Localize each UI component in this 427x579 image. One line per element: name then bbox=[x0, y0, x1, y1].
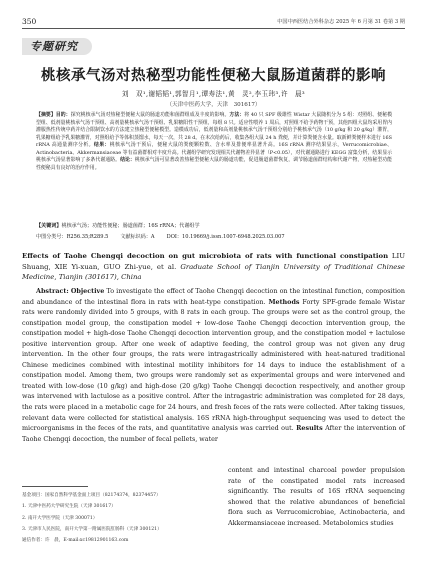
results-cn-label: 结果： bbox=[93, 142, 110, 149]
conclusion-cn-label: 结论： bbox=[120, 157, 135, 164]
abstract-cn bbox=[36, 112, 392, 172]
footnote-funding: 基金项目：国家自然科学基金面上项目（82174374，82374457） bbox=[22, 493, 161, 498]
column-tag: 专题研究 bbox=[22, 38, 92, 55]
clc-number: 中图分类号：R256.35;R289.5 bbox=[36, 234, 109, 240]
footnote-affiliation-3: 3. 天津市人民医院，南开大学第一附属医院肛肠科（天津 300121） bbox=[22, 526, 162, 532]
objective-cn-label: 目的： bbox=[55, 112, 71, 118]
footnote-corresponding: 通信作者：许 晨，E-mail:xc19812901163.com bbox=[22, 538, 129, 544]
abstract-en bbox=[22, 286, 405, 444]
footnotes bbox=[22, 490, 218, 546]
conclusion-cn-text: 桃核承气汤可显著改善热秘型便秘大鼠的肠道功能，促进肠道菌群恢复，调节肠道菌群结构和代谢产物，对热秘型功能性便秘具有良好的治疗作用。 bbox=[36, 157, 392, 171]
methods-en-label: Methods bbox=[268, 297, 300, 306]
keywords-cn-text: 桃核承气汤；功能性便秘；肠道菌群；16S rRNA；代谢组学 bbox=[61, 223, 200, 229]
objective-en-label: Objective bbox=[70, 287, 105, 295]
objective-en-text: To investigate the effect of Taohe Chengqi decoction on the intestinal function, composition and abundance of the intestinal flora in rats with heat-type constipation. bbox=[22, 287, 405, 306]
english-title-block bbox=[22, 251, 405, 283]
journal-running-head: 中国中西医结合外科杂志 2025 年 6 月第 31 卷第 3 期 bbox=[277, 19, 405, 25]
keywords-cn-label: 【关键词】 bbox=[36, 223, 62, 229]
methods-cn-text: 将 40 只 SPF 级雄性 Wistar 大鼠随机分为 5 组：对照组、便秘模型组、低剂量桃核承气汤干预组、高剂量桃核承气汤干预组、乳果糖阳性干预组，每组 8 只。适应性喂养 1 周后，对照组不给予药物干预，其他四组大鼠均采用胃内灌服热性传统中药并结合限制饮水的方法建立热秘型便秘模型。造模成功后，低剂量和高剂量桃核承气汤干预组分别给予桃核承气汤（10 g/kg 和 20 g/kg）灌胃，乳果糖组给予乳果糖灌胃，对照组给予等体积蒸馏水，每天一次，共 28 d。在末次给药后，收集各组大鼠 24 h 粪便，并计算粪便含水量。取新鲜粪便样本进行 16S rRNA 高通量测序分析。 bbox=[36, 112, 392, 149]
affiliation-cn: （天津中医药大学，天津 301617） bbox=[166, 102, 261, 108]
page-number: 350 bbox=[22, 17, 37, 26]
objective-cn-text: 探究桃核承气汤对热秘型便秘大鼠的肠道功能和菌群组成及丰度的影响。 bbox=[70, 112, 230, 118]
results-en-text-start: After the intervention of Taohe Chengqi decoction, the number of fecal pellets, water bbox=[22, 424, 405, 443]
article-title-en: Effects of Taohe Chengqi decoction on gut microbiota of rats with functional constipation bbox=[22, 252, 389, 260]
affiliation-en: Graduate School of Tianjin University of Traditional Chinese Medicine, Tianjin (301617), China bbox=[22, 262, 405, 282]
methods-cn-label: 方法： bbox=[229, 112, 245, 118]
abstract-en-continued: content and intestinal charcoal powder propulsion rate of the constipated model rats increased significantly. The results of 16S rRNA sequencing showed that the relative abundances of beneficial flora such as Verrucomicrobiae, Actinobacteria, and Akkermansiaceae increased. Metabolomics studies bbox=[228, 466, 405, 527]
footnote-affiliation-1: 1. 天津中医药大学研究生院（天津 301617） bbox=[22, 504, 116, 510]
article-title-cn: 桃核承气汤对热秘型功能性便秘大鼠肠道菌群的影响 bbox=[41, 67, 386, 84]
results-cn-text: 桃核承气汤干预后，便秘大鼠的粪便颗粒数、含水率及排便率显著升高。16S rRNA 测序结果显示，Verrucomicrobiae、Actinobacteria、Akkermansiaceae 等有益菌群相对丰度升高。代谢组学研究发现相关代谢物差异显著（P<0.05），对代谢通路进行 KEGG 富集分析，结果显示桃核承气汤显著影响了多条代谢通路。 bbox=[36, 142, 392, 164]
authors-cn: 刘 双¹,谢韬韬¹,郭智月¹,谭寿法¹,黄 灵²,李玉玮³,许 晨³ bbox=[121, 90, 306, 98]
authors-en: LIU Shuang, XIE Yi-xuan, GUO Zhi-yue, et al. bbox=[22, 252, 405, 271]
footnote-affiliation-2: 2. 南开大学医学院（天津 300071） bbox=[22, 515, 98, 521]
abstract-en-label: Abstract: bbox=[36, 287, 69, 295]
results-en-label: Results bbox=[296, 424, 323, 433]
keywords-cn bbox=[36, 222, 392, 229]
classification-line bbox=[36, 233, 392, 240]
document-code: 文献标识码：A bbox=[120, 234, 155, 240]
footnote-rule bbox=[22, 486, 88, 487]
doi: DOI：10.19669/j.issn.1007-6948.2025.03.007 bbox=[166, 234, 285, 240]
header-rule bbox=[22, 28, 405, 29]
methods-en-text: Forty SPF-grade female Wistar rats were randomly divided into 5 groups, with 8 rats in each group. The groups were set as the control group, the constipation model group, the constipation model + low-dose Taohe Chengqi decoction intervention group, the constipation model + high-dose Taohe Chengqi decoction intervention group, and the constipation model + lactulose positive intervention group. After one week of adaptive feeding, the control group was not given any drug intervention. In the other four groups, the rats were intragastrically administered with heat-natured traditional Chinese medicines combined with intestinal motility inhibitors for 14 days to induce the establishment of a constipation model. Among them, two groups were randomly set as experimental groups and were intervened and treated with low-dose (10 g/kg) and high-dose (20 g/kg) Taohe Chengqi decoction respectively, and another group was intervened with lactulose as a positive control. After the intragastric administration was completed for 28 days, the rats were placed in a metabolic cage for 24 hours, and fresh feces of the rats were collected. After taking tissues, relevant data were collected for statistical analysis. 16S rRNA high-throughput sequencing was used to detect the microorganisms in the feces of the rats, and quantitative analysis was carried out. bbox=[22, 297, 405, 433]
abstract-cn-label: 【摘要】 bbox=[36, 112, 56, 118]
